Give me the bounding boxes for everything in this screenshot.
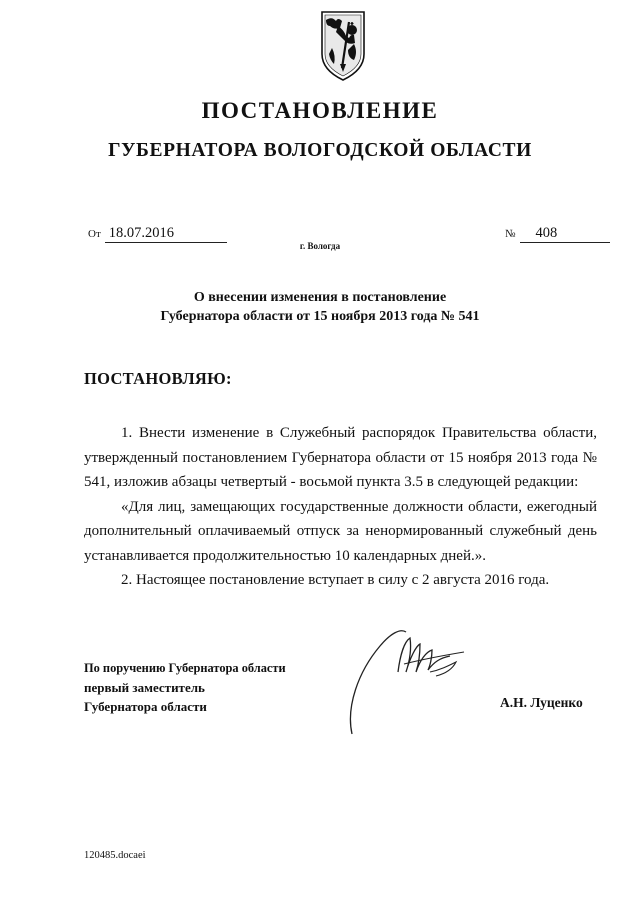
footer-code: 120485.docaei	[84, 850, 146, 861]
decree-heading: ПОСТАНОВЛЯЮ:	[84, 369, 232, 388]
number-value: 408	[520, 225, 610, 243]
signature-line-1: По поручению Губернатора области	[84, 661, 286, 675]
subject-line-2: Губернатора области от 15 ноября 2013 года № 541	[160, 309, 480, 324]
coat-of-arms-icon	[318, 8, 368, 86]
handwritten-signature-icon	[340, 612, 480, 742]
paragraph-3: 2. Настоящее постановление вступает в силу с 2 августа 2016 года.	[121, 572, 550, 588]
date-prefix: От	[88, 228, 101, 240]
date-value: 18.07.2016	[105, 225, 227, 243]
paragraph-1: 1. Внести изменение в Служебный распорядок Правительства области, утвержденный постановлением Губернатора области от 15 ноября 2013 года № 541, изложив абзацы четвертый - восьмой пункта 3.5 в следующей редакции:	[84, 425, 597, 490]
signature-block	[84, 659, 286, 716]
body-text	[84, 421, 597, 593]
city-label: г. Вологда	[299, 241, 341, 251]
number-prefix: №	[505, 228, 516, 240]
subject-line-1: О внесении изменения в постановление	[193, 290, 447, 305]
document-subtitle: ГУБЕРНАТОРА ВОЛОГОДСКОЙ ОБЛАСТИ	[108, 140, 532, 161]
signatory-name: А.Н. Луценко	[500, 695, 583, 710]
document-title: ПОСТАНОВЛЕНИЕ	[201, 98, 439, 123]
paragraph-2: «Для лиц, замещающих государственные должности области, ежегодный дополнительный оплачиваемый отпуск за ненормированный служебный день устанавливается продолжительностью 10 календарных дней.».	[84, 498, 597, 564]
signature-line-2: первый заместитель	[84, 680, 205, 695]
signature-line-3: Губернатора области	[84, 699, 207, 714]
